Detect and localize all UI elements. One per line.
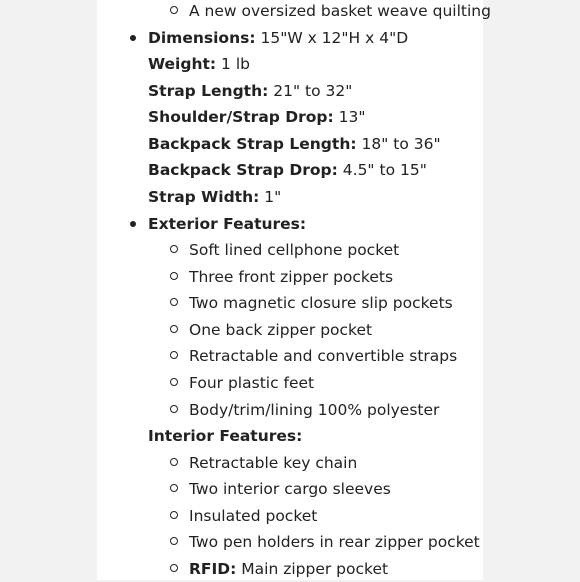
dimensions-label: Dimensions: — [148, 29, 256, 47]
strap-width-value: 1" — [264, 188, 282, 206]
exterior-features-heading-row — [0, 211, 580, 237]
interior-item: Two pen holders in rear zipper pocket — [189, 533, 480, 551]
interior-item: Retractable key chain — [189, 454, 358, 472]
dimensions-value: 15"W x 12"H x 4"D — [260, 29, 409, 47]
backpack-strap-drop-value: 4.5" to 15" — [342, 161, 427, 179]
quilting-note: A new oversized basket weave quilting — [189, 2, 491, 20]
exterior-item: Three front zipper pockets — [189, 268, 394, 286]
list-item-shoulder-drop — [0, 104, 580, 130]
list-item-dimensions — [0, 25, 580, 51]
circle-bullet-icon — [170, 564, 178, 572]
list-item — [0, 529, 580, 555]
shoulder-drop-label: Shoulder/Strap Drop: — [148, 108, 334, 126]
exterior-item: Four plastic feet — [189, 374, 315, 392]
strap-length-label: Strap Length: — [148, 82, 269, 100]
circle-bullet-icon — [170, 6, 178, 14]
list-item-backpack-strap-drop — [0, 157, 580, 183]
circle-bullet-icon — [170, 484, 178, 492]
list-item — [0, 450, 580, 476]
list-item — [0, 343, 580, 369]
disc-bullet-icon — [130, 221, 136, 227]
list-item-backpack-strap-length — [0, 131, 580, 157]
circle-bullet-icon — [170, 298, 178, 306]
exterior-item: Two magnetic closure slip pockets — [189, 294, 453, 312]
interior-item: Two interior cargo sleeves — [189, 480, 391, 498]
list-item — [0, 317, 580, 343]
strap-width-label: Strap Width: — [148, 188, 260, 206]
list-item — [0, 290, 580, 316]
interior-features-heading: Interior Features: — [148, 427, 303, 445]
circle-bullet-icon — [170, 378, 178, 386]
list-item — [0, 0, 580, 24]
exterior-item: Body/trim/lining 100% polyester — [189, 401, 440, 419]
interior-item: Insulated pocket — [189, 507, 318, 525]
circle-bullet-icon — [170, 325, 178, 333]
list-item — [0, 397, 580, 423]
list-item-strap-length — [0, 78, 580, 104]
list-item — [0, 370, 580, 396]
exterior-features-heading: Exterior Features: — [148, 215, 307, 233]
backpack-strap-length-label: Backpack Strap Length: — [148, 135, 357, 153]
shoulder-drop-value: 13" — [338, 108, 366, 126]
circle-bullet-icon — [170, 351, 178, 359]
rfid-value: Main zipper pocket — [241, 560, 389, 578]
list-item-weight — [0, 51, 580, 77]
circle-bullet-icon — [170, 537, 178, 545]
circle-bullet-icon — [170, 272, 178, 280]
exterior-item: Retractable and convertible straps — [189, 347, 458, 365]
circle-bullet-icon — [170, 405, 178, 413]
circle-bullet-icon — [170, 245, 178, 253]
exterior-item: One back zipper pocket — [189, 321, 373, 339]
list-item — [0, 264, 580, 290]
list-item-strap-width — [0, 184, 580, 210]
backpack-strap-length-value: 18" to 36" — [361, 135, 441, 153]
list-item-rfid — [0, 556, 580, 582]
exterior-item: Soft lined cellphone pocket — [189, 241, 400, 259]
interior-features-heading-row — [0, 423, 580, 449]
circle-bullet-icon — [170, 458, 178, 466]
list-item — [0, 476, 580, 502]
disc-bullet-icon — [130, 35, 136, 41]
circle-bullet-icon — [170, 511, 178, 519]
weight-value: 1 lb — [221, 55, 250, 73]
weight-label: Weight: — [148, 55, 217, 73]
list-item — [0, 503, 580, 529]
backpack-strap-drop-label: Backpack Strap Drop: — [148, 161, 338, 179]
rfid-label: RFID: — [189, 560, 237, 578]
strap-length-value: 21" to 32" — [273, 82, 353, 100]
list-item — [0, 237, 580, 263]
